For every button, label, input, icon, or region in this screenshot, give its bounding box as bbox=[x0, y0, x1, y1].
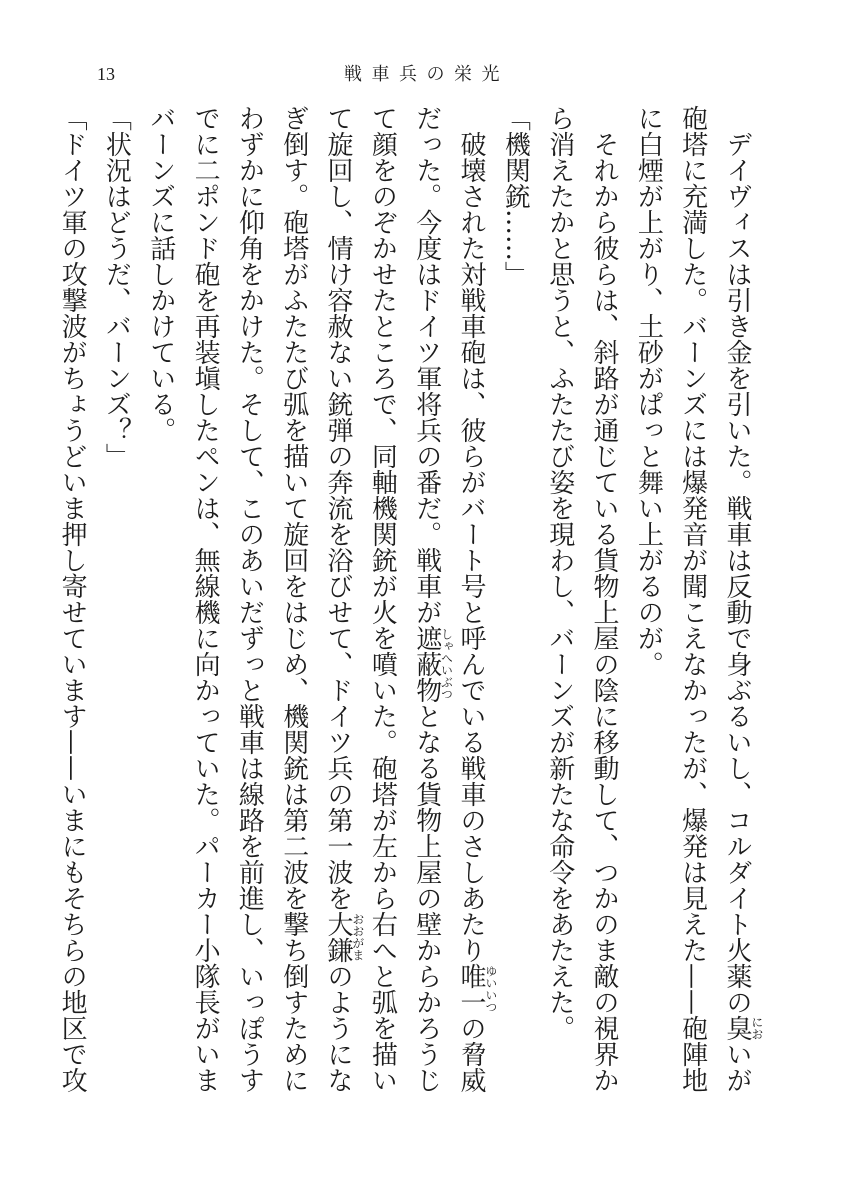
text-line bbox=[316, 105, 365, 1095]
ruby-base: 唯一 bbox=[456, 963, 487, 1015]
text-line: 「状況はどうだ、バーンズ？」 bbox=[101, 105, 132, 469]
ruby-base: 大鎌 bbox=[323, 911, 354, 963]
ruby-base: 遮蔽物 bbox=[411, 625, 442, 703]
text-segment: だった。今度はドイツ軍将兵の番だ。戦車が bbox=[411, 105, 442, 625]
text-line: ら消えたかと思うと、ふたたび姿を現わし、バーンズが新たな命令をあたえた。 bbox=[544, 105, 575, 1041]
text-line bbox=[449, 105, 498, 1095]
text-segment: の脅威 bbox=[456, 1015, 487, 1093]
text-segment: 破壊された対戦車砲は、彼らがバート号と呼んでいる戦車のさしあたり bbox=[456, 131, 487, 963]
text-line: バーンズに話しかけている。 bbox=[145, 105, 176, 443]
text-line: それから彼らは、斜路が通じている貨物上屋の陰に移動して、つかのま敵の視界か bbox=[589, 131, 620, 1093]
text-segment: となる貨物上屋の壁からかろうじ bbox=[411, 703, 442, 1093]
ruby-base: 臭 bbox=[722, 1015, 752, 1041]
running-title: 戦車兵の栄光 bbox=[344, 64, 509, 84]
ruby-reading: しゃへいぶつ bbox=[439, 628, 454, 700]
page-number: 13 bbox=[97, 64, 115, 84]
ruby-reading: にお bbox=[749, 1016, 764, 1040]
text-segment: いが bbox=[722, 1041, 752, 1093]
text-line: ぎ倒す。砲塔がふたたび弧を描いて旋回をはじめ、機関銃は第二波を撃ち倒すために bbox=[278, 105, 309, 1093]
text-line bbox=[404, 105, 454, 1095]
text-line bbox=[715, 105, 764, 1095]
text-line: 砲塔に充満した。バーンズには爆発音が聞こえなかったが、爆発は見えた——砲陣地 bbox=[677, 105, 708, 1093]
text-segment: て旋回し、情け容赦ない銃弾の奔流を浴びせて、ドイツ兵の第一波を bbox=[323, 105, 354, 911]
text-line: 「ドイツ軍の攻撃波がちょうどいま押し寄せています——いまにもそちらの地区で攻 bbox=[57, 105, 88, 1093]
text-line: 「機関銃……」 bbox=[500, 105, 531, 287]
ruby-reading: ゆいいつ bbox=[483, 965, 498, 1013]
text-line: でに二ポンド砲を再装塡したペンは、無線機に向かっていた。パーカー小隊長がいま bbox=[190, 105, 221, 1093]
text-segment: デイヴィスは引き金を引いた。戦車は反動で身ぶるいし、コルダイト火薬の bbox=[722, 131, 752, 1015]
vertical-text-body bbox=[50, 105, 764, 1095]
text-segment: のようにな bbox=[323, 963, 354, 1093]
ruby-reading: おおがま bbox=[350, 913, 365, 961]
text-line: わずかに仰角をかけた。そして、このあいだずっと戦車は線路を前進し、いっぽうす bbox=[234, 105, 265, 1093]
text-line: に白煙が上がり、土砂がぱっと舞い上がるのが。 bbox=[633, 105, 664, 677]
text-line: て顔をのぞかせたところで、同軸機関銃が火を噴いた。砲塔が左から右へと弧を描い bbox=[367, 105, 398, 1093]
